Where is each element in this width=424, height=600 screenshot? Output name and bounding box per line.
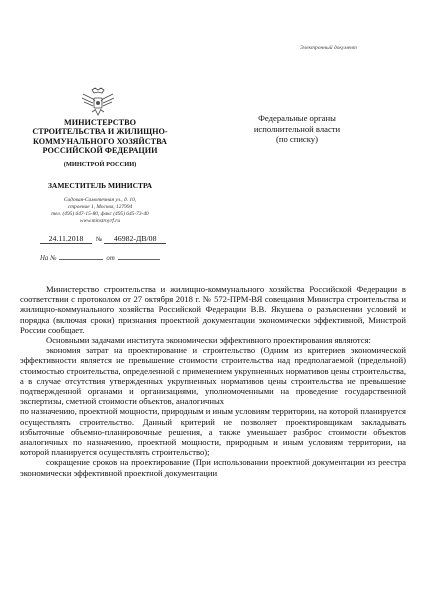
address-line: строение 1, Москва, 127994 xyxy=(67,204,133,210)
ministry-name xyxy=(18,118,182,155)
body-paragraph: Основными задачами института экономически эффективного проектирования являются: xyxy=(46,335,371,346)
electronic-document-stamp: Электронный документ xyxy=(300,45,357,51)
addressee-line: (по списку) xyxy=(276,134,318,144)
registration-date: 24.11.2018 xyxy=(40,234,92,244)
registration-line xyxy=(40,234,190,244)
ministry-name-line: РОССИЙСКОЙ ФЕДЕРАЦИИ xyxy=(42,145,158,155)
reference-line xyxy=(40,255,160,262)
address-line: тел. (495) 647-15-80, факс (495) 645-73-40 xyxy=(51,211,149,217)
deputy-minister-title: ЗАМЕСТИТЕЛЬ МИНИСТРА xyxy=(47,181,153,190)
address-line: www.minstroyrf.ru xyxy=(79,218,121,224)
ministry-address xyxy=(18,197,182,225)
ministry-name-line: МИНИСТЕРСТВО xyxy=(64,118,136,127)
address-line: Садовая-Самотечная ул., д. 10, xyxy=(63,197,137,203)
body-paragraph: Министерство строительства и жилищно-коммунального хозяйства Российской Федерации в соответствии с протоколом от 27 октября 2018 г. № 572-ПРМ-ВЯ совещания Министра строительства и жилищно-коммунального хозяйства Российской Федерации В.В. Якушева о разъяснении условий и порядка (включая сроки) признания проектной документации экономически эффективной, Минстрой России сообщает. xyxy=(20,284,406,335)
ministry-short-name: (МИНСТРОЙ РОССИИ) xyxy=(63,161,137,168)
reference-from-label: от xyxy=(106,255,115,262)
addressee-line: Федеральные органы xyxy=(258,113,336,123)
registration-number: 46982-ДВ/08 xyxy=(104,234,166,244)
coat-of-arms-emblem xyxy=(79,86,117,118)
ministry-name-line: СТРОИТЕЛЬСТВА И ЖИЛИЩНО- xyxy=(32,127,168,137)
addressee-block xyxy=(238,113,356,145)
body-paragraph: по назначению, проектной мощности, природным и иным условиям территории, на которой планируется осуществлять строительство. Данный критерий не позволяет проектировщикам закладывать избыточные объемно-планировочные решения, а также уменьшает разброс стоимости объектов аналогичных по назначению, проектной мощности, природным и иным условиям территории, на которой планируется осуществлять строительство); xyxy=(20,406,406,458)
registration-number-label: № xyxy=(96,236,103,243)
reference-number-blank xyxy=(59,259,103,260)
reference-date-blank xyxy=(118,259,160,260)
letter-body xyxy=(20,284,406,478)
body-paragraph: сокращение сроков на проектирование (При использовании проектной документации из реестра экономически эффективной проектной документации xyxy=(20,457,406,478)
addressee-line: исполнительной власти xyxy=(253,123,341,134)
body-paragraph: экономия затрат на проектирование и строительство (Одним из критериев экономической эффективности является не превышение стоимости строительства над предполагаемой (предельной) стоимостью строительства, определенной с применением укрупненных нормативов цены строительства, а в случае отсутствия утвержденных укрупненных нормативов цены строительства не превышение подтвержденной органами и организациями, уполномоченными на проведение государственной экспертизы, сметной стоимости объектов, аналогичных xyxy=(20,345,406,407)
reference-number-label: На № xyxy=(40,255,57,262)
ministry-name-line: КОММУНАЛЬНОГО ХОЗЯЙСТВА xyxy=(33,136,167,146)
